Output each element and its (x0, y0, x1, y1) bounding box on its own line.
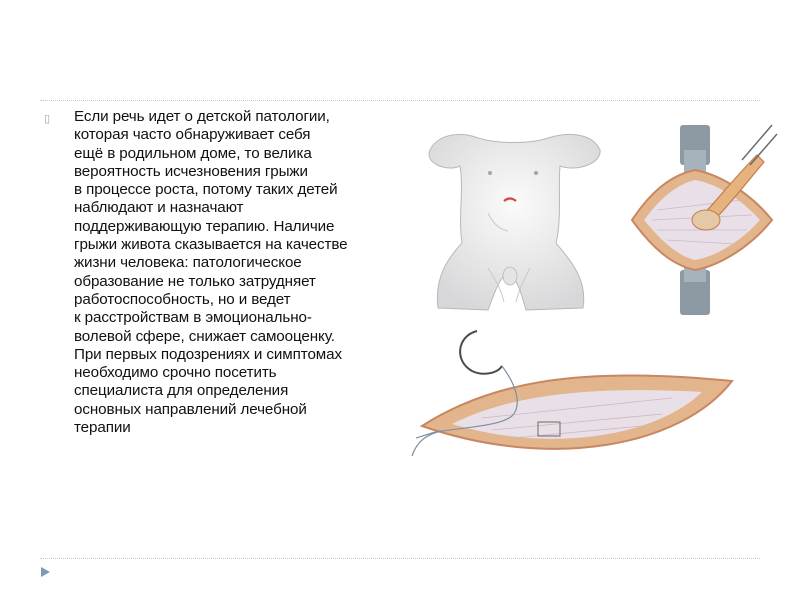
infant-torso-illustration (418, 118, 618, 313)
next-slide-arrow-icon[interactable] (39, 566, 51, 578)
bullet-item (44, 108, 389, 437)
hernia-suturing-illustration (402, 326, 752, 476)
bottom-divider (40, 558, 760, 559)
bullet-marker-icon: ▯ (44, 113, 51, 125)
body-text: Если речь идет о детской патологии, которая часто обнаруживает себя ещё в родильном доме, то велика вероятность исчезновения грыжи в процессе роста, потому таких детей наблюдают и назначают поддерживающую терапию. Наличие грыжи живота сказывается на качестве жизни человека: патологическое образование не только затрудняет работоспособность, но и ведет к расстройствам в эмоционально- волевой сфере, снижает самооценку. При первых подозрениях и симптомах необходимо срочно посетить специалиста для определения основных направлений лечебной терапии (74, 108, 348, 437)
top-divider (40, 100, 760, 101)
hernia-sac-surgery-illustration (622, 120, 782, 320)
